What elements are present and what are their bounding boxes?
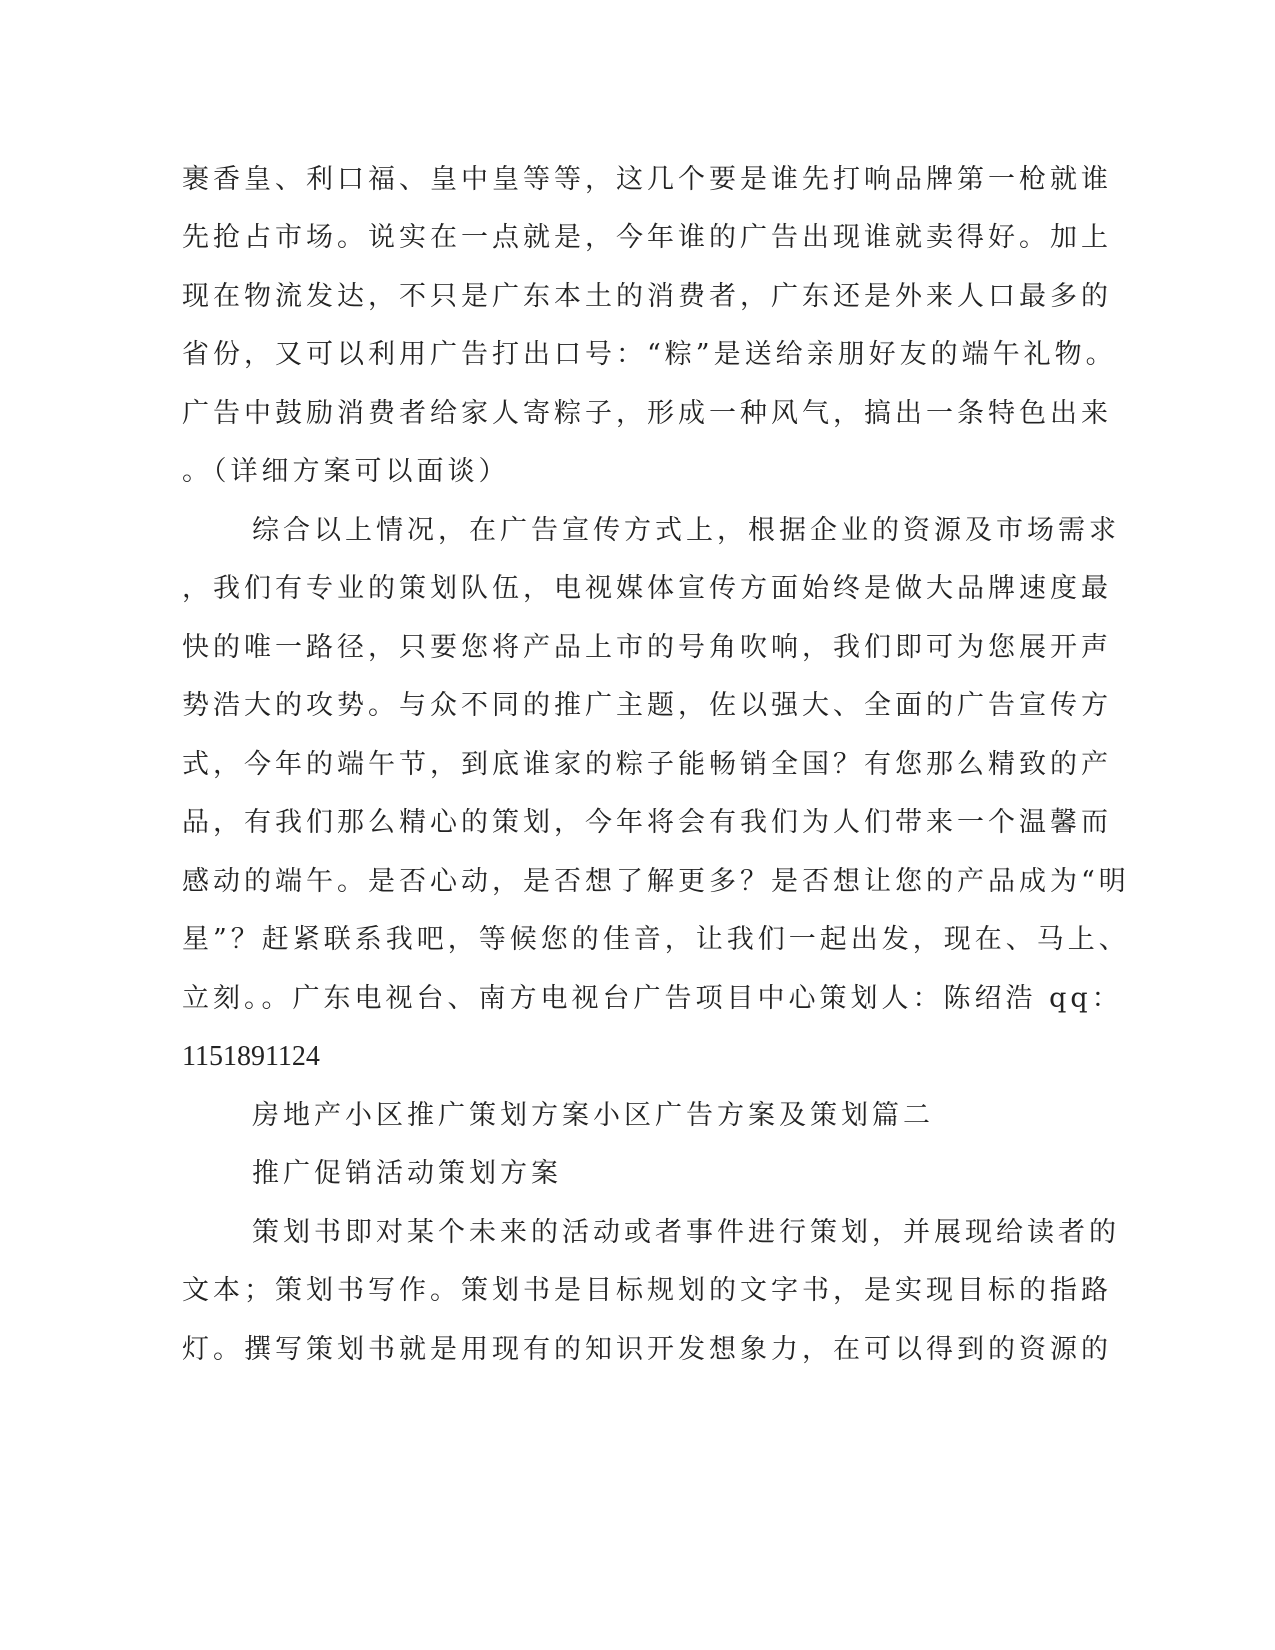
body-text-line: ，我们有专业的策划队伍，电视媒体宣传方面始终是做大品牌速度最: [182, 573, 1112, 604]
body-text-line: 文本；策划书写作。策划书是目标规划的文字书，是实现目标的指路: [182, 1275, 1112, 1306]
qq-number-line: 1151891124: [182, 1041, 320, 1072]
body-text-line: 裹香皇、利口福、皇中皇等等，这几个要是谁先打响品牌第一枪就谁: [182, 164, 1112, 195]
body-text-line: 快的唯一路径，只要您将产品上市的号角吹响，我们即可为您展开声: [182, 632, 1112, 663]
body-text-line: 感动的端午。是否心动，是否想了解更多？是否想让您的产品成为“明: [182, 866, 1130, 897]
body-text-line: 势浩大的攻势。与众不同的推广主题，佐以强大、全面的广告宣传方: [182, 690, 1112, 721]
body-text-line: 广告中鼓励消费者给家人寄粽子，形成一种风气，搞出一条特色出来: [182, 398, 1112, 429]
section-subheading: 推广促销活动策划方案: [252, 1158, 562, 1189]
body-text-line: 现在物流发达，不只是广东本土的消费者，广东还是外来人口最多的: [182, 281, 1112, 312]
body-text-line: 先抢占市场。说实在一点就是，今年谁的广告出现谁就卖得好。加上: [182, 222, 1112, 253]
body-text-line: 品，有我们那么精心的策划，今年将会有我们为人们带来一个温馨而: [182, 807, 1112, 838]
body-text-line: 立刻。。广东电视台、南方电视台广告项目中心策划人：陈绍浩 qq：: [182, 983, 1123, 1014]
body-text-line: 。（详细方案可以面谈）: [182, 456, 510, 487]
body-text-line: 灯。撰写策划书就是用现有的知识开发想象力，在可以得到的资源的: [182, 1334, 1112, 1365]
body-text-line: 星”？赶紧联系我吧，等候您的佳音，让我们一起出发，现在、马上、: [182, 924, 1130, 955]
section-heading: 房地产小区推广策划方案小区广告方案及策划篇二: [252, 1100, 934, 1131]
body-text-line: 省份，又可以利用广告打出口号：“粽”是送给亲朋好友的端午礼物。: [182, 339, 1117, 370]
paragraph-first-line: 综合以上情况，在广告宣传方式上，根据企业的资源及市场需求: [252, 515, 1120, 546]
body-text-line: 式，今年的端午节，到底谁家的粽子能畅销全国？有您那么精致的产: [182, 749, 1112, 780]
paragraph-first-line: 策划书即对某个未来的活动或者事件进行策划，并展现给读者的: [252, 1217, 1120, 1248]
